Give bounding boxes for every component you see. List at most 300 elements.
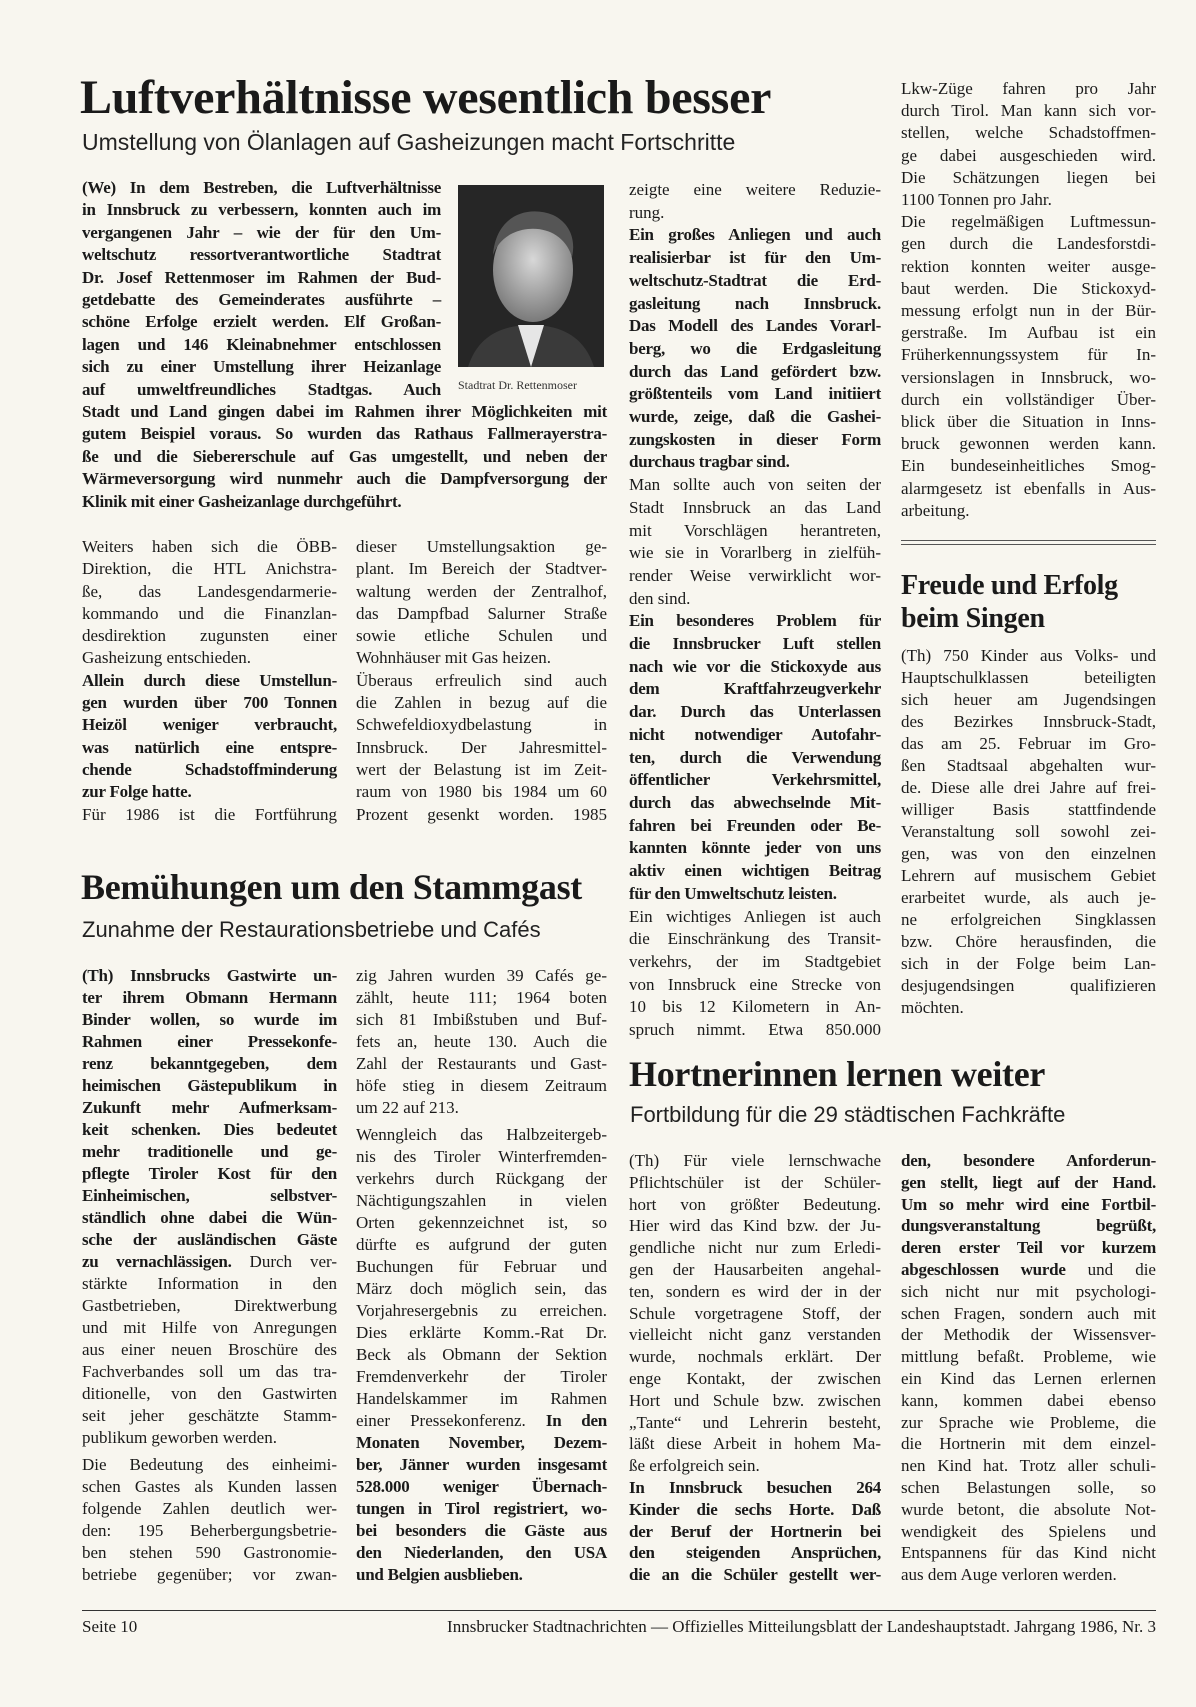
text-line — [629, 338, 881, 361]
text-line — [356, 603, 607, 625]
text-line — [82, 1295, 337, 1317]
bold-text: durch das abwechselnde Mit- — [629, 792, 881, 812]
body-text: rektion konnten weiter ausge- — [901, 256, 1156, 276]
body-text: dieser Umstellungsaktion ge- — [356, 537, 607, 556]
bold-text: Rahmen einer Pressekonfe- — [82, 1032, 337, 1051]
text-line — [356, 1009, 607, 1031]
bold-text: Allein durch diese Umstellun- — [82, 670, 337, 690]
text-line — [82, 759, 337, 781]
text-line — [901, 887, 1156, 909]
bold-text: für den Umweltschutz leisten. — [629, 883, 837, 903]
bold-text: deren erster Teil vor kurzem — [901, 1238, 1156, 1258]
article-headline: Hortnerinnen lernen weiter — [629, 1054, 1046, 1094]
body-text: nis des Tiroler Winterfremden- — [356, 1147, 607, 1166]
text-line — [901, 1433, 1156, 1455]
text-line — [901, 322, 1156, 344]
text-line — [901, 78, 1156, 100]
bold-text: heimischen Gästepublikum in — [82, 1076, 337, 1095]
body-text: messung erfolgt nun in der Bür- — [901, 301, 1156, 321]
bold-text: Ein besonderes Problem für — [629, 611, 881, 631]
text-line — [82, 289, 441, 311]
body-text: Durch ver- — [231, 1252, 337, 1271]
bold-text: Binder wollen, so wurde im — [82, 1010, 337, 1029]
body-text: das am 25. Februar im Gro- — [901, 734, 1156, 753]
body-text: plant. Im Bereich der Stadtver- — [356, 559, 607, 579]
body-text: zur Sprache wie Probleme, die — [901, 1412, 1156, 1432]
body-text: Überaus erfreulich sind auch — [356, 670, 607, 690]
bold-text: sche der ausländischen Gäste — [82, 1230, 337, 1249]
body-text: ditionelle, von den Gastwirten — [82, 1384, 337, 1403]
text-line — [901, 1368, 1156, 1390]
bold-text: fahren bei Freunden oder Be- — [629, 815, 881, 835]
bold-text: In Innsbruck besuchen 264 — [629, 1477, 881, 1497]
bold-text: weltschutz ressortverantwortliche Stadtrat — [82, 245, 441, 265]
article1-column-3 — [629, 179, 881, 1042]
text-line — [629, 1368, 881, 1390]
bold-text: getdebatte des Gemeinderates ausführte – — [82, 290, 441, 310]
text-line — [629, 860, 881, 883]
body-text: gerstraße. Im Aufbau ist ein — [901, 323, 1156, 343]
body-text: den: 195 Beherbergungsbetrie- — [82, 1521, 337, 1540]
bold-text: aktiv einen wichtigen Beitrag — [629, 861, 881, 881]
publication-info: Innsbrucker Stadtnachrichten — Offizielles Mitteilungsblatt der Landeshauptstadt. Jahrgang 1986, Nr. 3 — [447, 1617, 1156, 1636]
body-text: und die — [1065, 1259, 1156, 1279]
text-line — [82, 1405, 337, 1427]
text-line — [901, 755, 1156, 777]
bold-text: dar. Durch das Unterlassen — [629, 702, 881, 722]
bold-text: 528.000 weniger Übernach- — [356, 1477, 607, 1496]
text-line — [356, 647, 607, 669]
text-line — [82, 401, 607, 423]
text-line — [629, 610, 881, 633]
text-line — [356, 781, 607, 803]
body-text: Innsbruck. Der Jahresmittel- — [356, 737, 607, 757]
text-line — [82, 1476, 337, 1498]
body-text: de. Diese alle drei Jahre auf frei- — [901, 778, 1156, 797]
text-line — [82, 603, 337, 625]
text-line — [629, 293, 881, 316]
text-line — [82, 625, 337, 647]
body-text: ße erfolgreich sein. — [629, 1456, 760, 1476]
text-line — [901, 1259, 1156, 1281]
body-text: aus einer neuen Broschüre des — [82, 1340, 337, 1359]
bold-text: ße und die Siebererschule auf Gas umgestellt, und neben der — [82, 446, 607, 466]
bold-text: chende Schadstoffminderung — [82, 759, 337, 779]
text-line — [356, 1366, 607, 1388]
bold-text: dem Kraftfahrzeugverkehr — [629, 679, 881, 699]
text-line — [82, 1520, 337, 1542]
bold-text: schöne Erfolge erzielt werden. Elf Großan- — [82, 312, 441, 332]
text-line — [82, 965, 337, 987]
text-line — [356, 1454, 607, 1476]
text-line — [629, 656, 881, 679]
bold-text: Zukunft mehr Aufmerksam- — [82, 1098, 337, 1117]
bold-text: sich zu einer Umstellung ihrer Heizanlage — [82, 357, 441, 377]
body-text: Die regelmäßigen Luftmessun- — [901, 212, 1156, 232]
text-line — [356, 759, 607, 781]
text-line — [356, 1256, 607, 1278]
body-text: zählt, heute 111; 1964 boten — [356, 988, 607, 1007]
text-line — [901, 843, 1156, 865]
article-lead-wide — [82, 401, 607, 513]
text-line — [901, 1521, 1156, 1543]
text-line — [629, 1150, 881, 1172]
body-text: Hort und Schule bzw. zwischen — [629, 1390, 881, 1410]
body-text: den sind. — [629, 588, 691, 608]
text-line — [356, 692, 607, 714]
bold-text: und Belgien ausblieben. — [356, 1565, 523, 1584]
text-line — [82, 267, 441, 289]
body-text: die Einschränkung des Transit- — [629, 929, 881, 949]
text-line — [356, 1322, 607, 1344]
article4-column-1 — [629, 1150, 881, 1586]
divider-rule — [901, 544, 1156, 545]
bold-text: berg, wo die Erdgasleitung — [629, 338, 881, 358]
bold-text: weltschutz-Stadtrat die Erd- — [629, 270, 881, 290]
body-text: vielleicht nicht ganz verstanden — [629, 1325, 881, 1345]
text-line — [82, 1273, 337, 1295]
body-text: möchten. — [901, 998, 964, 1017]
text-line — [82, 1361, 337, 1383]
body-text: verkehrs durch Rückgang der — [356, 1169, 607, 1188]
body-text: um 22 auf 213. — [356, 1098, 459, 1117]
text-line — [82, 581, 337, 603]
body-text: fets an, heute 130. Auch die — [356, 1032, 607, 1051]
body-text: render Weise verwirklicht wor- — [629, 565, 881, 585]
article1-column-2 — [356, 536, 607, 826]
text-line — [629, 1542, 881, 1564]
body-text: schen Gastes als Kunden lassen — [82, 1477, 337, 1496]
body-text: Zahl der Restaurants und Gast- — [356, 1054, 607, 1073]
bold-text: ter ihrem Obmann Hermann — [82, 988, 337, 1007]
text-line — [629, 270, 881, 293]
text-line — [356, 1124, 607, 1146]
text-line — [82, 1454, 337, 1476]
body-text: Die Schätzungen liegen bei — [901, 167, 1156, 187]
text-line — [356, 804, 607, 826]
body-text: zig Jahren wurden 39 Cafés ge- — [356, 966, 607, 985]
text-line — [82, 222, 441, 244]
body-text: wert der Belastung ist im Zeit- — [356, 759, 607, 779]
body-text: Wenngleich das Halbzeitergeb- — [356, 1125, 607, 1144]
bold-text: Klinik mit einer Gasheizanlage durchgeführt. — [82, 491, 402, 511]
photo-caption: Stadtrat Dr. Rettenmoser — [458, 378, 577, 392]
body-text: ein Kind das Lernen erlernen — [901, 1368, 1156, 1388]
text-line — [901, 1194, 1156, 1216]
body-text: Nächtigungszahlen in vielen — [356, 1191, 607, 1210]
text-line — [82, 1207, 337, 1229]
text-line — [82, 199, 441, 221]
bold-text: nach wie vor die Stickoxyde aus — [629, 656, 881, 676]
text-line — [356, 1432, 607, 1454]
body-text: wurde, nochmals erklärt. Der — [629, 1347, 881, 1367]
bold-text: ständlich ohne dabei die Wün- — [82, 1208, 337, 1227]
body-text: (Th) Für viele lernschwache — [629, 1151, 881, 1170]
text-line — [629, 588, 881, 611]
text-line — [356, 1498, 607, 1520]
text-line — [82, 1141, 337, 1163]
text-line — [901, 389, 1156, 411]
text-line — [629, 224, 881, 247]
text-line — [82, 1185, 337, 1207]
text-line — [82, 468, 607, 490]
body-text: raum von 1980 bis 1984 um 60 — [356, 782, 607, 802]
article-subtitle: Fortbildung für die 29 städtischen Fachkräfte — [630, 1102, 1066, 1127]
text-line — [82, 1498, 337, 1520]
bold-text: dungsveranstaltung begrüßt, — [901, 1216, 1156, 1236]
text-line — [901, 478, 1156, 500]
text-line — [82, 804, 337, 826]
body-text: gen, was von den einzelnen — [901, 844, 1156, 863]
text-line — [82, 1009, 337, 1031]
body-text: bruck gewonnen werden kann. — [901, 434, 1156, 454]
text-line — [629, 1324, 881, 1346]
text-line — [901, 433, 1156, 455]
text-line — [82, 311, 441, 333]
text-line — [629, 1215, 881, 1237]
body-text: durch ein vollständiger Über- — [901, 389, 1156, 409]
text-line — [82, 1383, 337, 1405]
body-text: ge dabei ausgeschieden wird. — [901, 145, 1156, 165]
bold-text: in Innsbruck zu verbessern, konnten auch im — [82, 200, 441, 220]
text-line — [82, 670, 337, 692]
body-text: das Dampfbad Salurner Straße — [356, 603, 607, 623]
text-line — [82, 987, 337, 1009]
body-text: gen der Hausarbeiten angehal- — [629, 1259, 881, 1279]
body-text: sich nicht nur mit psychologi- — [901, 1281, 1156, 1301]
body-text: Gasheizung entschieden. — [82, 648, 251, 668]
text-line — [901, 1215, 1156, 1237]
body-text: nen Kind hat. Trotz aller schuli- — [901, 1456, 1156, 1476]
article-subtitle: Zunahme der Restaurationsbetriebe und Cafés — [82, 917, 541, 942]
text-line — [356, 670, 607, 692]
text-line — [901, 733, 1156, 755]
text-line — [901, 997, 1156, 1019]
bold-text: vergangenen Jahr – wie der für den Um- — [82, 222, 441, 242]
text-line — [356, 965, 607, 987]
bold-text: wurde, zeige, daß die Gashei- — [629, 407, 881, 427]
bold-text: gen stellt, liegt auf der Hand. — [901, 1172, 1156, 1192]
text-line — [356, 1388, 607, 1410]
text-line — [629, 1281, 881, 1303]
text-line — [82, 1097, 337, 1119]
article-headline: Bemühungen um den Stammgast — [81, 867, 582, 907]
text-line — [629, 406, 881, 429]
body-text: sich 81 Imbißstuben und Buf- — [356, 1010, 607, 1029]
text-line — [356, 1075, 607, 1097]
bold-text: Heizöl weniger verbraucht, — [82, 715, 337, 735]
text-line — [629, 883, 881, 906]
divider-rule — [901, 540, 1156, 541]
article-subtitle: Umstellung von Ölanlagen auf Gasheizungen macht Fortschritte — [82, 129, 736, 155]
text-line — [356, 987, 607, 1009]
body-text: desjugendsingen qualifizieren — [901, 976, 1156, 995]
body-text: Ein wichtiges Anliegen ist auch — [629, 906, 881, 926]
text-line — [629, 974, 881, 997]
text-line — [356, 1564, 607, 1586]
text-line — [901, 865, 1156, 887]
body-text: ßen Stadtsaal abgehalten wur- — [901, 756, 1156, 775]
body-text: Stadt Innsbruck an das Land — [629, 497, 881, 517]
body-text: arbeitung. — [901, 500, 970, 520]
text-line — [901, 1281, 1156, 1303]
text-line — [901, 344, 1156, 366]
body-text: blick über die Situation in Inns- — [901, 412, 1156, 432]
text-line — [629, 747, 881, 770]
bold-text: ber, Jänner wurden insgesamt — [356, 1455, 607, 1474]
footer-rule — [82, 1610, 1156, 1611]
bold-text: der Beruf der Hortnerin bei — [629, 1521, 881, 1541]
body-text: die Hortnerin mit dem einzel- — [901, 1434, 1156, 1454]
body-text: Fremdenverkehr der Tiroler — [356, 1367, 607, 1386]
headline-line: Freude und Erfolg — [901, 570, 1118, 601]
text-line — [629, 906, 881, 929]
body-text: Für 1986 ist die Fortführung — [82, 804, 337, 824]
article-lead-narrow — [82, 177, 441, 401]
article-headline: Luftverhältnisse wesentlich besser — [80, 71, 772, 124]
bold-text: realisierbar ist für den Um- — [629, 248, 881, 268]
text-line — [82, 1317, 337, 1339]
text-line — [629, 1412, 881, 1434]
article1-column-4 — [901, 78, 1156, 522]
bold-text: abgeschlossen wurde — [901, 1259, 1066, 1279]
bold-text: zungskosten in dieser Form — [629, 429, 881, 449]
text-line — [82, 177, 441, 199]
body-text: Orten gekennzeichnet ist, so — [356, 1213, 607, 1232]
bold-text: keit schenken. Dies bedeutet — [82, 1120, 337, 1139]
body-text: schen Belastungen solle, so — [901, 1477, 1156, 1497]
body-text: rung. — [629, 202, 665, 222]
text-line — [901, 145, 1156, 167]
body-text: Schwefeldioxydbelastung in — [356, 715, 607, 735]
text-line — [629, 1346, 881, 1368]
text-line — [629, 315, 881, 338]
text-line — [356, 1344, 607, 1366]
body-text: alarmgesetz ist ebenfalls in Aus- — [901, 478, 1156, 498]
body-text: der Methodik der Wissensver- — [901, 1325, 1156, 1345]
bold-text: tungen in Tirol registriert, wo- — [356, 1499, 607, 1518]
text-line — [82, 737, 337, 759]
page-number: Seite 10 — [82, 1617, 138, 1636]
text-line — [629, 928, 881, 951]
text-line — [629, 497, 881, 520]
bold-text: zur Folge hatte. — [82, 782, 192, 802]
bold-text: Wärmeversorgung wird nunmehr auch die Dampfversorgung der — [82, 469, 607, 489]
headline-line: beim Singen — [901, 603, 1045, 634]
bold-text: den, besondere Anforderun- — [901, 1151, 1156, 1170]
body-text: sowie etliche Schulen und — [356, 626, 607, 646]
bold-text: Einheimischen, selbstver- — [82, 1186, 337, 1205]
text-line — [629, 701, 881, 724]
text-line — [901, 909, 1156, 931]
text-line — [901, 975, 1156, 997]
body-text: dürfte es aufgrund der guten — [356, 1235, 607, 1254]
text-line — [629, 1455, 881, 1477]
body-text: Buchungen für Februar und — [356, 1257, 607, 1276]
portrait-image — [458, 185, 604, 367]
text-line — [629, 1499, 881, 1521]
text-line — [901, 1477, 1156, 1499]
body-text: Die Bedeutung des einheimi- — [82, 1455, 337, 1474]
text-line — [901, 1455, 1156, 1477]
body-text: Gastbetrieben, Direktwerbung — [82, 1296, 337, 1315]
text-line — [356, 1168, 607, 1190]
body-text: schen Fragen, sondern auch mit — [901, 1303, 1156, 1323]
text-line — [356, 1097, 607, 1119]
bold-text: Ein großes Anliegen und auch — [629, 225, 881, 245]
body-text: die Zahlen in bezug auf die — [356, 693, 607, 713]
text-line — [82, 446, 607, 468]
text-line — [82, 244, 441, 266]
text-line — [629, 792, 881, 815]
text-line — [356, 1542, 607, 1564]
text-line — [629, 1433, 881, 1455]
body-text: bzw. Chöre herausfinden, die — [901, 932, 1156, 951]
body-text: ten, sondern es wird der in der — [629, 1281, 881, 1301]
article3-column-1 — [82, 965, 337, 1586]
text-line — [82, 714, 337, 736]
text-line — [901, 1390, 1156, 1412]
text-line — [901, 1303, 1156, 1325]
text-line — [356, 1476, 607, 1498]
body-text: versionslagen in Innsbruck, wo- — [901, 367, 1156, 387]
text-line — [629, 837, 881, 860]
text-line — [629, 474, 881, 497]
text-line — [82, 1119, 337, 1141]
body-text: ben stehen 590 Gastronomie- — [82, 1543, 337, 1562]
body-text: Veranstaltung soll sowohl zei- — [901, 822, 1156, 841]
text-line — [901, 233, 1156, 255]
text-line — [356, 558, 607, 580]
body-text: Hier wird das Kind bzw. der Ju- — [629, 1216, 881, 1236]
bold-text: durchaus tragbar sind. — [629, 452, 790, 472]
bold-text: gutem Beispiel voraus. So wurden das Rathaus Fallmerayerstra- — [82, 424, 607, 444]
text-line — [356, 1146, 607, 1168]
text-line — [629, 815, 881, 838]
body-text: mit Vorschlägen herantreten, — [629, 520, 881, 540]
bold-text: bei besonders die Gäste aus — [356, 1521, 607, 1540]
text-line — [629, 361, 881, 384]
bold-text: nicht notwendiger Autofahr- — [629, 724, 881, 744]
text-line — [901, 500, 1156, 522]
body-text: und mit Hilfe von Anregungen — [82, 1318, 337, 1337]
body-text: (Th) 750 Kinder aus Volks- und — [901, 646, 1156, 665]
bold-text: größtenteils vom Land initiiert — [629, 384, 881, 404]
text-line — [82, 1564, 337, 1586]
bold-text: durch das Land gefördert bzw. — [629, 361, 881, 381]
text-line — [629, 1237, 881, 1259]
body-text: stellen, welche Schadstoffmen- — [901, 123, 1156, 143]
text-line — [901, 711, 1156, 733]
bold-text: den Niederlanden, den USA — [356, 1543, 607, 1562]
bold-text: die an die Schüler gestellt wer- — [629, 1565, 881, 1585]
text-line — [901, 1542, 1156, 1564]
text-line — [82, 781, 337, 803]
body-text: Vorjahresergebnis zu erreichen. — [356, 1301, 607, 1320]
body-text: wie sie in Vorarlberg in zielfüh- — [629, 543, 881, 563]
body-text: gen durch die Landesforstdi- — [901, 234, 1156, 254]
bold-text: kannten könnte jeder von uns — [629, 838, 881, 858]
text-line — [82, 356, 441, 378]
text-line — [629, 1194, 881, 1216]
bold-text: die Innsbrucker Luft stellen — [629, 634, 881, 654]
body-text: kann, kommen dabei ebenso — [901, 1390, 1156, 1410]
body-text: sich in der Folge beim Lan- — [901, 954, 1156, 973]
text-line — [82, 379, 441, 401]
text-line — [901, 278, 1156, 300]
text-line — [629, 1390, 881, 1412]
article3-column-2 — [356, 965, 607, 1586]
